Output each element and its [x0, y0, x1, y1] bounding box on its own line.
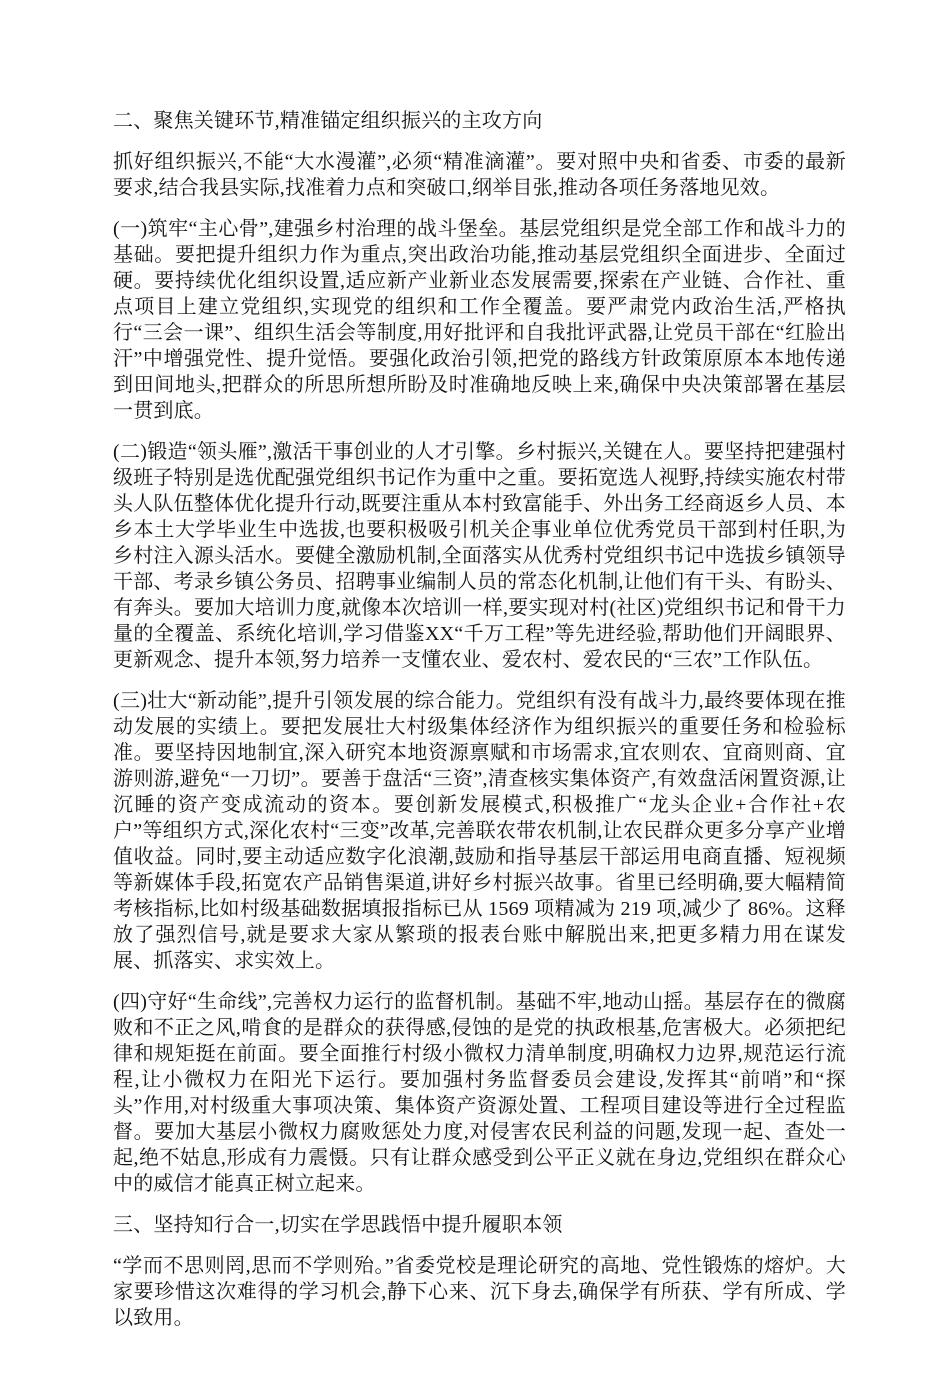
paragraph-item-2: (二)锻造“领头雁”,激活干事创业的人才引擎。乡村振兴,关键在人。要坚持把建强村级班子特别是选优配强党组织书记作为重中之重。要拓宽选人视野,持续实施农村带头人队伍整体优化提升行动,既要注重从本村致富能手、外出务工经商返乡人员、本乡本土大学毕业生中选拔,也要积极吸引机关企事业单位优秀党员干部到村任职,为乡村注入源头活水。要健全激励机制,全面落实从优秀村党组织书记中选拔乡镇领导干部、考录乡镇公务员、招聘事业编制人员的常态化机制,让他们有干头、有盼头、有奔头。要加大培训力度,就像本次培训一样,要实现对村(社区)党组织书记和骨干力量的全覆盖、系统化培训,学习借鉴XX“千万工程”等先进经验,帮助他们开阔眼界、更新观念、提升本领,努力培养一支懂农业、爱农村、爱农民的“三农”工作队伍。: [113, 441, 846, 671]
paragraph-item-4: (四)守好“生命线”,完善权力运行的监督机制。基础不牢,地动山摇。基层存在的微腐败和不正之风,啃食的是群众的获得感,侵蚀的是党的执政根基,危害极大。必须把纪律和规矩挺在前面。要全面推行村级小微权力清单制度,明确权力边界,规范运行流程,让小微权力在阳光下运行。要加强村务监督委员会建设,发挥其“前哨”和“探头”作用,对村级重大事项决策、集体资产资源处置、工程项目建设等进行全过程监督。要加大基层小微权力腐败惩处力度,对侵害农民利益的问题,发现一起、查处一起,绝不姑息,形成有力震慑。只有让群众感受到公平正义就在身边,党组织在群众心中的威信才能真正树立起来。: [113, 991, 846, 1195]
paragraph-item-1: (一)筑牢“主心骨”,建强乡村治理的战斗堡垒。基层党组织是党全部工作和战斗力的基础。要把提升组织力作为重点,突出政治功能,推动基层党组织全面进步、全面过硬。要持续优化组织设置,适应新产业新业态发展需要,探索在产业链、合作社、重点项目上建立党组织,实现党的组织和工作全覆盖。要严肃党内政治生活,严格执行“三会一课”、组织生活会等制度,用好批评和自我批评武器,让党员干部在“红脸出汗”中增强党性、提升觉悟。要强化政治引领,把党的路线方针政策原原本本地传递到田间地头,把群众的所思所想所盼及时准确地反映上来,确保中央决策部署在基层一贯到底。: [113, 218, 846, 422]
paragraph-intro: 抓好组织振兴,不能“大水漫灌”,必须“精准滴灌”。要对照中央和省委、市委的最新要求,结合我县实际,找准着力点和突破口,纲举目张,推动各项任务落地见效。: [113, 151, 846, 199]
section-heading-3: 三、坚持知行合一,切实在学思践悟中提升履职本领: [113, 1214, 563, 1236]
paragraph-closing: “学而不思则罔,思而不学则殆。”省委党校是理论研究的高地、党性锻炼的熔炉。大家要珍惜这次难得的学习机会,静下心来、沉下身去,确保学有所获、学有所成、学以致用。: [113, 1255, 846, 1329]
section-heading-2: 二、聚焦关键环节,精准锚定组织振兴的主攻方向: [113, 110, 543, 132]
paragraph-item-3: (三)壮大“新动能”,提升引领发展的综合能力。党组织有没有战斗力,最终要体现在推动发展的实绩上。要把发展壮大村级集体经济作为组织振兴的重要任务和检验标准。要坚持因地制宜,深入研究本地资源禀赋和市场需求,宜农则农、宜商则商、宜游则游,避免“一刀切”。要善于盘活“三资”,清查核实集体资产,有效盘活闲置资源,让沉睡的资产变成流动的资本。要创新发展模式,积极推广“龙头企业+合作社+农户”等组织方式,深化农村“三变”改革,完善联农带农机制,让农民群众更多分享产业增值收益。同时,要主动适应数字化浪潮,鼓励和指导基层干部运用电商直播、短视频等新媒体手段,拓宽农产品销售渠道,讲好乡村振兴故事。省里已经明确,要大幅精简考核指标,比如村级基础数据填报指标已从 1569 项精减为 219 项,减少了 86%。这释放了强烈信号,就是要求大家从繁琐的报表台账中解脱出来,把更多精力用在谋发展、抓落实、求实效上。: [113, 690, 846, 972]
